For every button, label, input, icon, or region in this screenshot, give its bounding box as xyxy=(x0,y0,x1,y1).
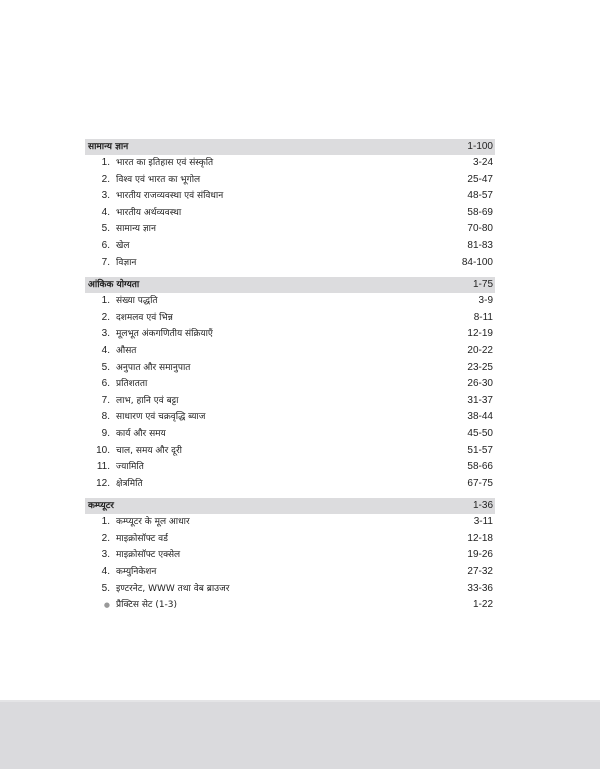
item-pages: 58-69 xyxy=(467,206,493,218)
item-pages: 12-19 xyxy=(467,328,493,340)
bullet-icon: ● xyxy=(103,601,110,610)
item-number: 2. xyxy=(101,311,110,323)
item-pages: 38-44 xyxy=(467,411,493,423)
item-label: ज्यामिति xyxy=(116,462,144,473)
toc-item xyxy=(85,255,495,272)
item-pages: 19-26 xyxy=(467,549,493,561)
item-label: औसत xyxy=(116,345,137,356)
item-pages: 48-57 xyxy=(467,190,493,202)
item-number: 4. xyxy=(101,566,110,578)
item-label: चाल, समय और दूरी xyxy=(116,445,182,456)
item-number: 5. xyxy=(101,361,110,373)
item-label: प्रतिशतता xyxy=(116,379,148,390)
toc-item xyxy=(85,172,495,189)
toc-section xyxy=(85,139,495,271)
toc-item xyxy=(85,293,495,310)
toc-item xyxy=(85,326,495,343)
toc-item xyxy=(85,376,495,393)
item-number: 5. xyxy=(101,223,110,235)
toc-item xyxy=(85,459,495,476)
item-label: खेल xyxy=(116,240,130,251)
item-pages: 31-37 xyxy=(467,394,493,406)
item-label: भारत का इतिहास एवं संस्कृति xyxy=(116,158,214,168)
toc-item xyxy=(85,360,495,377)
item-number: 11. xyxy=(96,461,110,473)
item-pages: 3-24 xyxy=(472,157,493,168)
toc-section xyxy=(85,277,495,492)
item-pages: 27-32 xyxy=(467,566,493,578)
item-label: विश्व एवं भारत का भूगोल xyxy=(116,174,201,185)
toc-item xyxy=(85,310,495,327)
item-pages: 1-22 xyxy=(472,599,493,611)
section-header xyxy=(85,498,495,514)
item-number: 1. xyxy=(101,157,110,168)
item-pages: 33-36 xyxy=(467,582,493,594)
toc-item xyxy=(85,514,495,531)
item-label: संख्या पद्धति xyxy=(116,296,158,307)
item-number: 6. xyxy=(101,239,110,251)
section-title: कम्प्यूटर xyxy=(88,501,114,512)
item-number: 1. xyxy=(101,516,110,528)
section-title: आंकिक योग्यता xyxy=(88,280,140,291)
item-pages: 12-18 xyxy=(467,532,493,544)
item-pages: 26-30 xyxy=(467,378,493,390)
item-pages: 23-25 xyxy=(467,361,493,373)
item-label: विज्ञान xyxy=(116,257,137,268)
item-label: कार्य और समय xyxy=(116,428,166,439)
item-number: 12. xyxy=(96,477,110,489)
item-label: भारतीय अर्थव्यवस्था xyxy=(116,207,182,218)
toc-item xyxy=(85,205,495,222)
item-label: प्रैक्टिस सेट (1-3) xyxy=(116,600,178,611)
item-pages: 67-75 xyxy=(467,477,493,489)
item-label: दशमलव एवं भिन्न xyxy=(116,312,173,323)
item-number: 4. xyxy=(101,206,110,218)
item-number: 4. xyxy=(101,344,110,356)
item-pages: 51-57 xyxy=(467,444,493,456)
item-label: भारतीय राजव्यवस्था एवं संविधान xyxy=(116,191,224,202)
item-number: 9. xyxy=(101,427,110,439)
item-label: अनुपात और समानुपात xyxy=(116,362,191,373)
toc-item xyxy=(85,531,495,548)
toc-section xyxy=(85,498,495,614)
item-number: 3. xyxy=(101,190,110,202)
item-label: सामान्य ज्ञान xyxy=(116,224,156,235)
section-pages: 1-36 xyxy=(472,500,493,512)
toc-item xyxy=(85,564,495,581)
item-pages: 58-66 xyxy=(467,461,493,473)
toc-item xyxy=(85,581,495,598)
item-number: 7. xyxy=(101,394,110,406)
item-pages: 3-9 xyxy=(478,295,493,307)
item-pages: 3-11 xyxy=(473,516,493,528)
item-number: 8. xyxy=(101,411,110,423)
item-number: 7. xyxy=(101,256,110,268)
section-pages: 1-75 xyxy=(472,279,493,291)
table-of-contents xyxy=(85,139,495,620)
item-number: 3. xyxy=(101,549,110,561)
item-number: 2. xyxy=(101,173,110,185)
item-label: कम्प्यूटर के मूल आधार xyxy=(116,517,190,528)
item-pages: 81-83 xyxy=(467,239,493,251)
section-pages: 1-100 xyxy=(467,141,493,152)
toc-item xyxy=(85,155,495,172)
item-pages: 25-47 xyxy=(467,173,493,185)
item-pages: 70-80 xyxy=(467,223,493,235)
item-label: लाभ, हानि एवं बट्टा xyxy=(116,395,179,406)
toc-item xyxy=(85,238,495,255)
toc-item xyxy=(85,426,495,443)
item-label: माइक्रोसॉफ्ट वर्ड xyxy=(116,533,168,544)
section-header xyxy=(85,139,495,155)
item-label: क्षेत्रमिति xyxy=(116,478,143,489)
item-label: मूलभूत अंकगणितीय संक्रियाएँ xyxy=(116,329,213,340)
toc-item xyxy=(85,476,495,493)
item-number: 3. xyxy=(101,328,110,340)
toc-item xyxy=(85,188,495,205)
item-pages: 20-22 xyxy=(467,344,493,356)
toc-item xyxy=(85,597,495,614)
page-footer-band xyxy=(0,700,600,769)
item-number: 2. xyxy=(101,532,110,544)
item-number: 1. xyxy=(101,295,110,307)
item-label: साधारण एवं चक्रवृद्धि ब्याज xyxy=(116,412,206,423)
section-title: सामान्य ज्ञान xyxy=(88,142,129,152)
item-label: माइक्रोसॉफ्ट एक्सेल xyxy=(116,550,181,561)
item-pages: 45-50 xyxy=(467,427,493,439)
item-label: कम्युनिकेशन xyxy=(116,567,157,578)
item-number: 10. xyxy=(96,444,110,456)
toc-item xyxy=(85,443,495,460)
item-pages: 8-11 xyxy=(473,311,493,323)
item-label: इण्टरनेट, WWW तथा वेब ब्राउजर xyxy=(116,583,230,594)
toc-item xyxy=(85,409,495,426)
item-number: 5. xyxy=(101,582,110,594)
toc-item xyxy=(85,547,495,564)
toc-item xyxy=(85,221,495,238)
toc-item xyxy=(85,393,495,410)
item-pages: 84-100 xyxy=(461,256,493,268)
section-header xyxy=(85,277,495,293)
toc-item xyxy=(85,343,495,360)
item-number: 6. xyxy=(101,378,110,390)
